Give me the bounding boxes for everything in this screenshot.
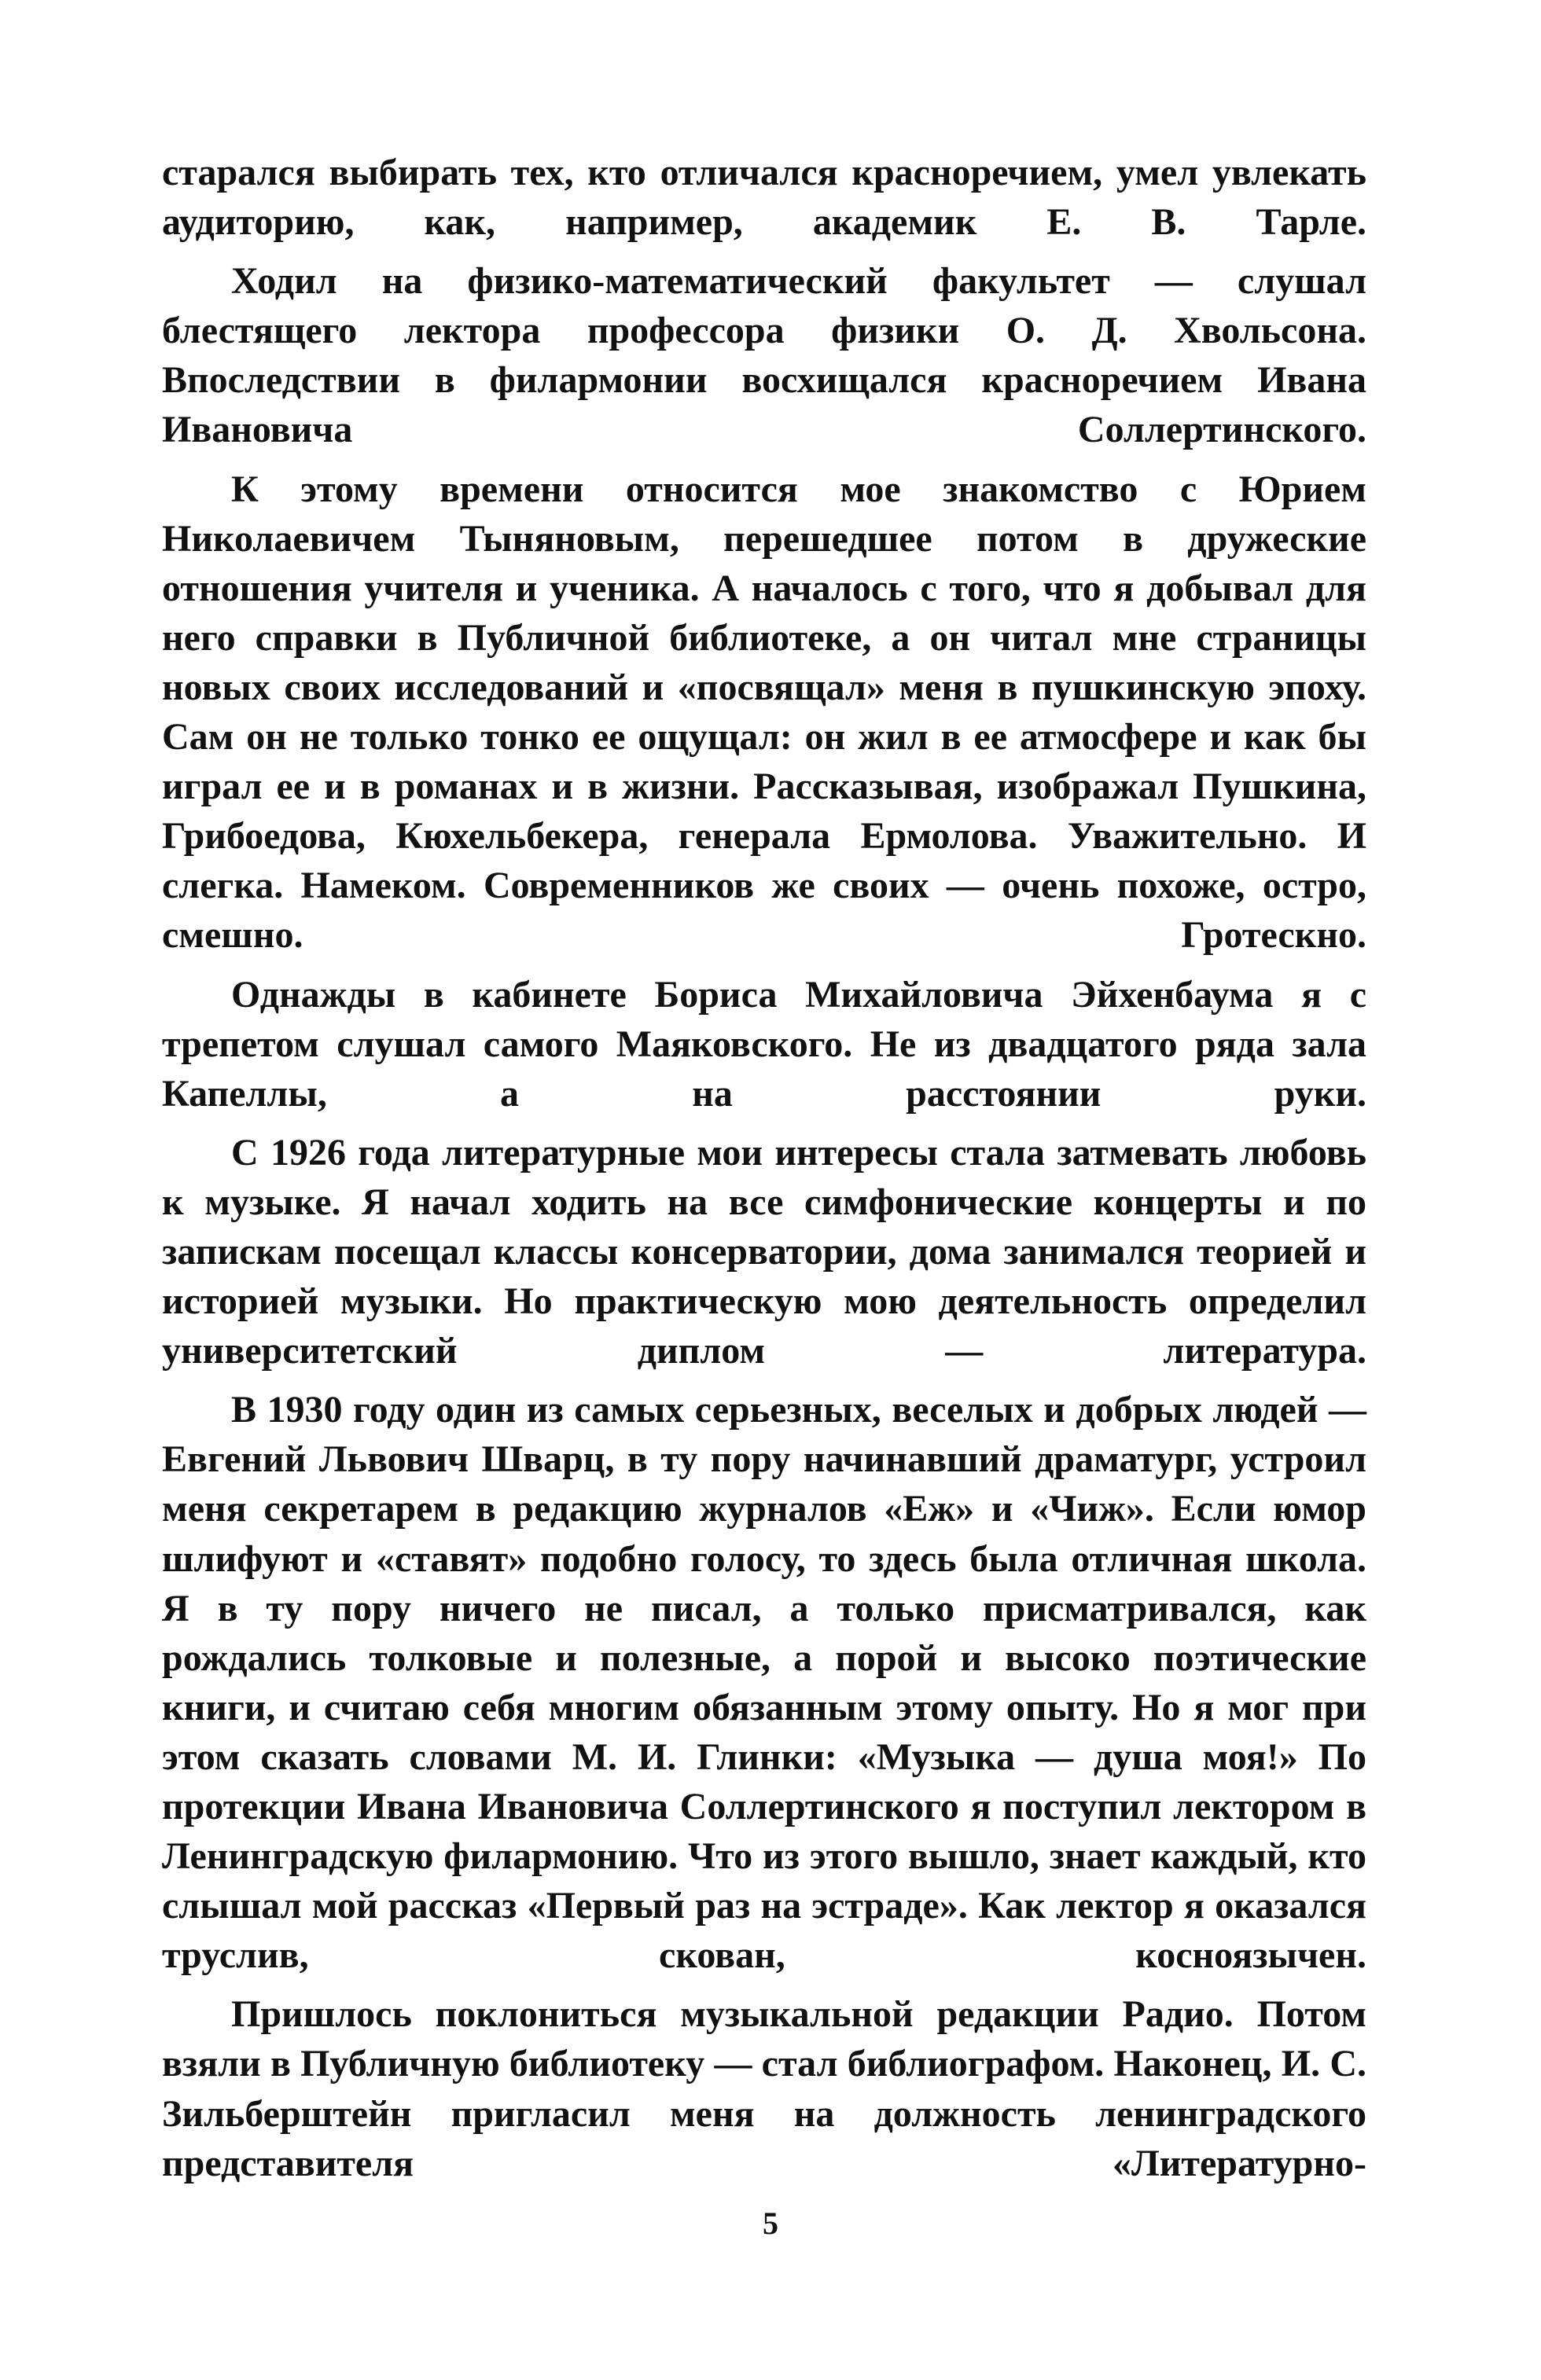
paragraph-2: Ходил на физико-математический факультет — слушал блестящего лектора профессора физики О. Д. Хвольсона. Впоследствии в филармонии восхищался красноречием Ивана Ивановича Соллертинского. — [162, 260, 1366, 451]
paragraph-6: В 1930 году один из самых серьезных, веселых и добрых людей — Евгений Львович Шварц, в ту пору начинавший драматург, устроил меня секретарем в редакцию журналов «Еж» и «Чиж». Если юмор шлифуют и «ставят» подобно голосу, то здесь была отличная школа. Я в ту пору ничего не писал, а только присматривался, как рождались толковые и полезные, а порой и высоко поэтические книги, и считаю себя многим обязанным этому опыту. Но я мог при этом сказать словами М. И. Глинки: «Музыка — душа моя!» По протекции Ивана Ивановича Соллертинского я поступил лектором в Ленинградскую филармонию. Что из этого вышло, знает каждый, кто слышал мой рассказ «Первый раз на эстраде». Как лектор я оказался труслив, скован, косноязычен. — [162, 1389, 1366, 1977]
paragraph-1: старался выбирать тех, кто отличался красноречием, умел увлекать аудиторию, как, например, академик Е. В. Тарле. — [162, 152, 1366, 244]
paragraph-5: С 1926 года литературные мои интересы стала затмевать любовь к музыке. Я начал ходить на все симфонические концерты и по запискам посещал классы консерватории, дома занимался теорией и историей музыки. Но практическую мою деятельность определил университетский диплом — литература. — [162, 1131, 1366, 1372]
paragraph-4: Однажды в кабинете Бориса Михайловича Эйхенбаума я с трепетом слушал самого Маяковского. Не из двадцатого ряда зала Капеллы, а на расстоянии руки. — [162, 973, 1366, 1115]
paragraph-3: К этому времени относится мое знакомство с Юрием Николаевичем Тыняновым, перешедшее потом в дружеские отношения учителя и ученика. А началось с того, что я добывал для него справки в Публичной библиотеке, а он читал мне страницы новых своих исследований и «посвящал» меня в пушкинскую эпоху. Сам он не только тонко ее ощущал: он жил в ее атмосфере и как бы играл ее и в романах и в жизни. Рассказывая, изображал Пушкина, Грибоедова, Кюхельбекера, генерала Ермолова. Уважительно. И слегка. Намеком. Современников же своих — очень похоже, остро, смешно. Гротескно. — [162, 468, 1366, 957]
body-text — [162, 148, 1366, 2198]
paragraph-7: Пришлось поклониться музыкальной редакции Радио. Потом взяли в Публичную библиотеку — стал библиографом. Наконец, И. С. Зильберштейн пригласил меня на должность ленинградского представителя «Литературно- — [162, 1993, 1366, 2184]
page-number: 5 — [763, 2206, 778, 2241]
